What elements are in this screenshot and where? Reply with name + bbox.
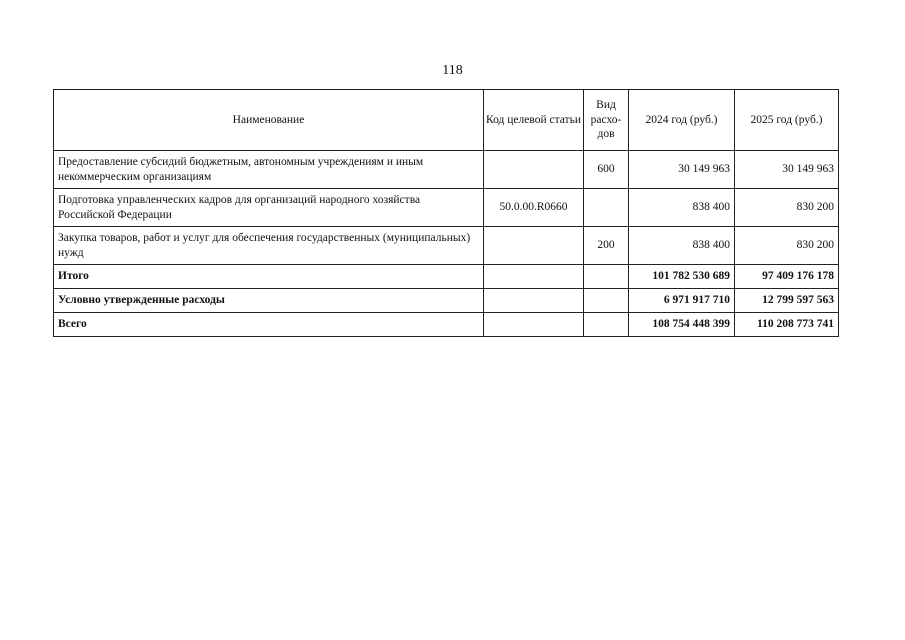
total-row	[54, 289, 839, 313]
total-amount-2024: 101 782 530 689	[629, 265, 735, 289]
empty-cell	[484, 313, 584, 337]
empty-cell	[584, 313, 629, 337]
row-code: 50.0.00.R0660	[484, 189, 584, 227]
table-row	[54, 227, 839, 265]
total-label: Итого	[54, 265, 484, 289]
table-row	[54, 151, 839, 189]
row-expense-type	[584, 189, 629, 227]
budget-table	[53, 89, 839, 337]
header-year-2025: 2025 год (руб.)	[735, 90, 839, 151]
row-expense-type: 600	[584, 151, 629, 189]
row-code	[484, 227, 584, 265]
row-code	[484, 151, 584, 189]
total-label: Всего	[54, 313, 484, 337]
empty-cell	[584, 289, 629, 313]
row-amount-2024: 838 400	[629, 227, 735, 265]
total-row	[54, 265, 839, 289]
header-expense-type: Вид расхо-дов	[584, 90, 629, 151]
header-name: Наименование	[54, 90, 484, 151]
total-amount-2024: 108 754 448 399	[629, 313, 735, 337]
row-amount-2025: 30 149 963	[735, 151, 839, 189]
total-label: Условно утвержденные расходы	[54, 289, 484, 313]
row-amount-2025: 830 200	[735, 227, 839, 265]
total-amount-2025: 110 208 773 741	[735, 313, 839, 337]
row-name: Закупка товаров, работ и услуг для обеспечения государственных (муниципальных) нужд	[54, 227, 484, 265]
row-amount-2024: 838 400	[629, 189, 735, 227]
page-number: 118	[442, 63, 463, 78]
row-expense-type: 200	[584, 227, 629, 265]
table-header-row	[54, 90, 839, 151]
row-name: Подготовка управленческих кадров для организаций народного хозяйства Российской Федерации	[54, 189, 484, 227]
total-amount-2025: 97 409 176 178	[735, 265, 839, 289]
total-row	[54, 313, 839, 337]
total-amount-2024: 6 971 917 710	[629, 289, 735, 313]
row-amount-2024: 30 149 963	[629, 151, 735, 189]
table-row	[54, 189, 839, 227]
empty-cell	[484, 289, 584, 313]
header-target-code: Код целевой статьи	[484, 90, 584, 151]
empty-cell	[584, 265, 629, 289]
row-name: Предоставление субсидий бюджетным, автономным учреждениям и иным некоммерческим организациям	[54, 151, 484, 189]
empty-cell	[484, 265, 584, 289]
row-amount-2025: 830 200	[735, 189, 839, 227]
header-year-2024: 2024 год (руб.)	[629, 90, 735, 151]
total-amount-2025: 12 799 597 563	[735, 289, 839, 313]
